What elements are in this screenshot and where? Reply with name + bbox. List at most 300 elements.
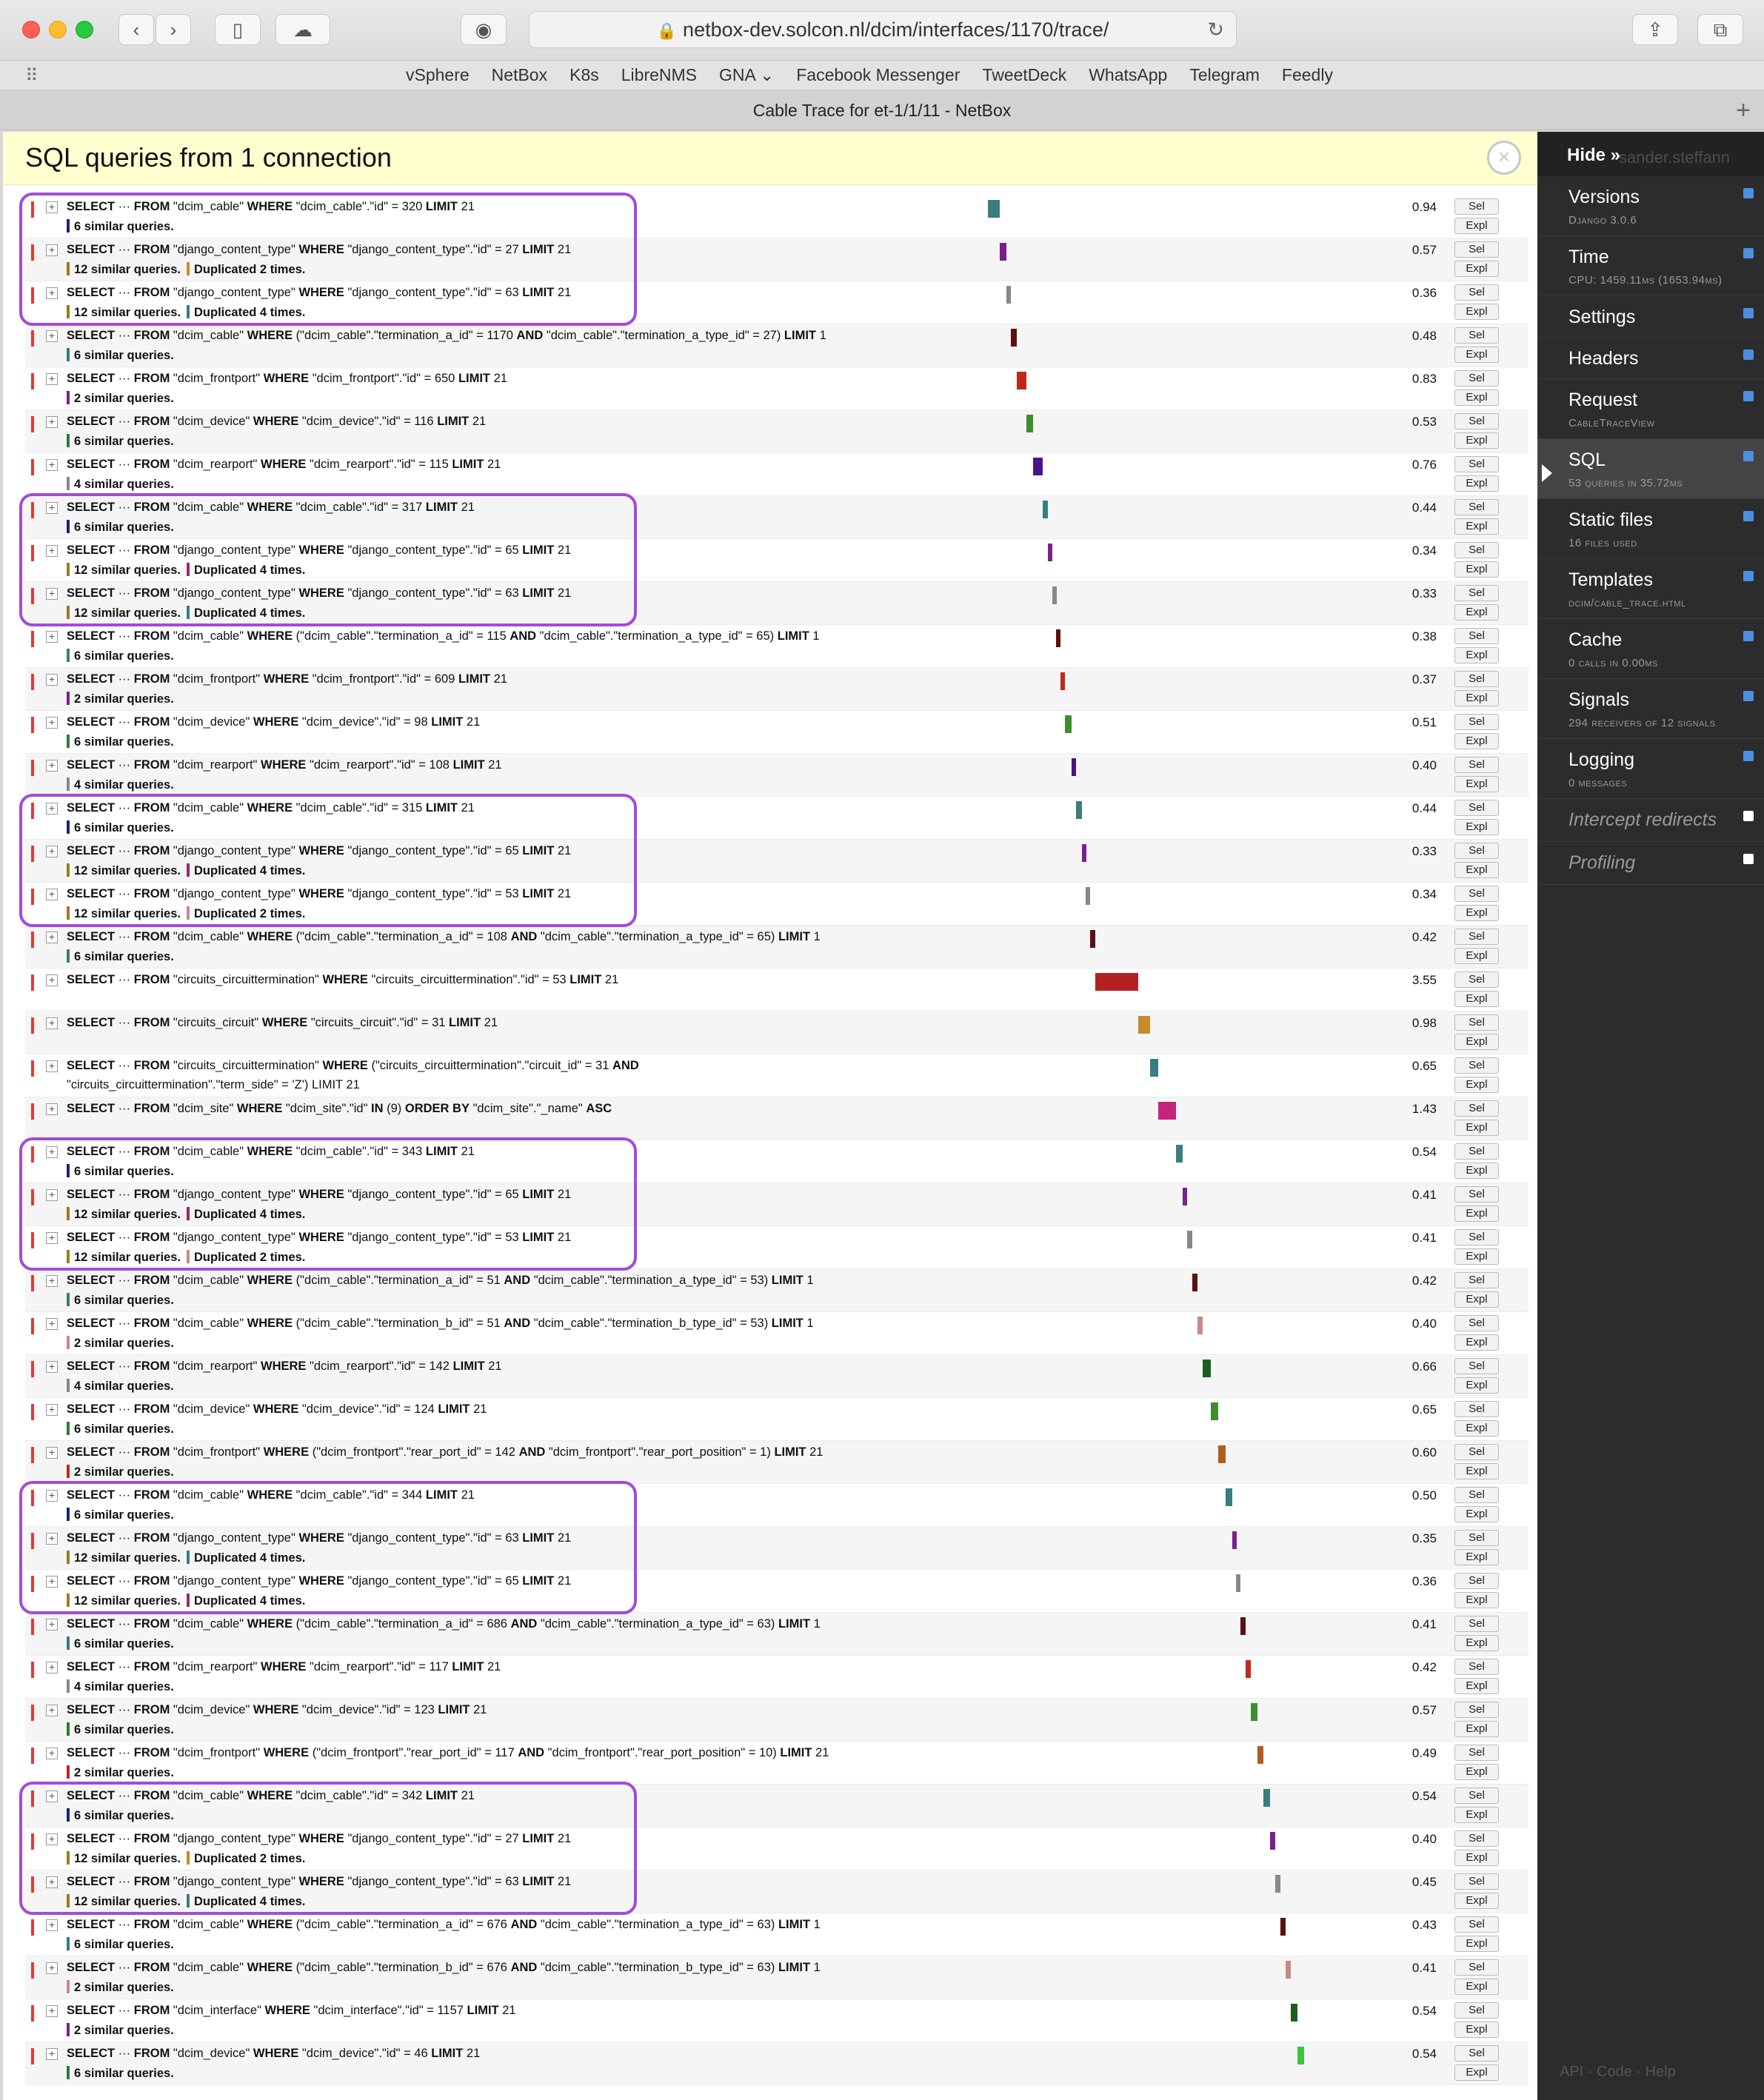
toolbar-footer: API · Code · Help [1560, 2064, 1676, 2080]
sql-query-row [25, 1527, 1529, 1570]
sql-query-row [25, 1785, 1529, 1828]
expand-query-toggle[interactable]: + [46, 1619, 58, 1631]
similar-count: 6 similar queries. [74, 1723, 174, 1736]
similar-count: 12 similar queries. [74, 1895, 181, 1908]
duplicate-count: Duplicated 2 times. [187, 1852, 305, 1865]
query-text: SELECT ··· FROM "django_content_type" WHERE "django_content_type"."id" = 65 LIMIT 21 [67, 1188, 572, 1201]
query-time: 0.34 [1411, 544, 1437, 558]
explain-button[interactable]: Expl [1454, 389, 1499, 406]
expand-query-toggle[interactable]: + [46, 1146, 58, 1158]
similar-color-tag [67, 1164, 70, 1177]
explain-button[interactable]: Expl [1454, 304, 1499, 320]
select-button[interactable]: Sel [1454, 757, 1499, 773]
select-button[interactable]: Sel [1454, 800, 1499, 816]
query-text: SELECT ··· FROM "django_content_type" WHERE "django_content_type"."id" = 65 LIMIT 21 [67, 844, 572, 857]
query-time: 0.50 [1411, 1488, 1437, 1502]
select-button[interactable]: Sel [1454, 714, 1499, 730]
expand-query-toggle[interactable]: + [46, 502, 58, 514]
password-icon[interactable]: ◉ [461, 14, 507, 45]
query-text: SELECT ··· FROM "dcim_cable" WHERE "dcim_cable"."id" = 320 LIMIT 21 [67, 200, 475, 213]
expand-query-toggle[interactable]: + [46, 545, 58, 557]
panel-toggle-checkbox[interactable] [1743, 188, 1754, 198]
explain-button[interactable]: Expl [1454, 991, 1499, 1007]
select-button[interactable]: Sel [1454, 542, 1499, 558]
explain-button[interactable]: Expl [1454, 1420, 1499, 1437]
similar-color-tag [67, 692, 70, 705]
query-text: SELECT ··· FROM "dcim_cable" WHERE ("dcim_cable"."termination_a_id" = 108 AND "dcim_cable"."termination_a_type_id" = 65) LIMIT 1 [67, 930, 821, 943]
forward-button[interactable]: › [156, 14, 191, 45]
query-marker [31, 1790, 34, 1807]
explain-button[interactable]: Expl [1454, 1248, 1499, 1265]
select-button[interactable]: Sel [1454, 1916, 1499, 1933]
select-button[interactable]: Sel [1454, 1659, 1499, 1675]
query-meta [67, 2023, 174, 2038]
panel-title: Versions [1568, 187, 1640, 207]
expand-query-toggle[interactable]: + [46, 1962, 58, 1974]
select-button[interactable]: Sel [1454, 843, 1499, 859]
query-meta [67, 692, 174, 706]
query-text-continued: "circuits_circuittermination"."term_side" = 'Z') LIMIT 21 [67, 1078, 360, 1091]
explain-button[interactable]: Expl [1454, 1334, 1499, 1351]
explain-button[interactable]: Expl [1454, 1291, 1499, 1308]
expand-query-toggle[interactable]: + [46, 1404, 58, 1416]
expand-query-toggle[interactable]: + [46, 2005, 58, 2017]
select-button[interactable]: Sel [1454, 628, 1499, 644]
timeline-bar [1043, 501, 1048, 518]
explain-button[interactable]: Expl [1454, 862, 1499, 878]
duplicate-count: Duplicated 4 times. [187, 1551, 305, 1565]
expand-query-toggle[interactable]: + [46, 1662, 58, 1673]
explain-button[interactable]: Expl [1454, 604, 1499, 621]
select-button[interactable]: Sel [1454, 886, 1499, 902]
toolbar-panel-logging[interactable] [1537, 739, 1764, 799]
similar-count: 6 similar queries. [74, 220, 174, 233]
toolbar-panel-cache[interactable] [1537, 619, 1764, 679]
expand-query-toggle[interactable]: + [46, 1275, 58, 1287]
select-button[interactable]: Sel [1454, 972, 1499, 988]
query-time: 0.49 [1411, 1746, 1437, 1760]
similar-color-tag [67, 348, 70, 361]
expand-query-toggle[interactable]: + [46, 1060, 58, 1072]
query-time: 0.54 [1411, 1789, 1437, 1803]
select-button[interactable]: Sel [1454, 1100, 1499, 1117]
duplicate-color-tag [187, 906, 190, 920]
explain-button[interactable]: Expl [1454, 1463, 1499, 1479]
query-marker [31, 1275, 34, 1291]
timeline-bar [1240, 1617, 1246, 1635]
expand-query-toggle[interactable]: + [46, 760, 58, 772]
sql-query-row [25, 238, 1529, 281]
toolbar-panel-templates[interactable] [1537, 559, 1764, 619]
tab-title[interactable]: Cable Trace for et-1/1/11 - NetBox [752, 101, 1012, 120]
panel-toggle-checkbox[interactable] [1743, 248, 1754, 258]
expand-query-toggle[interactable]: + [46, 674, 58, 686]
panel-toggle-checkbox[interactable] [1743, 391, 1754, 401]
explain-button[interactable]: Expl [1454, 1979, 1499, 1995]
toolbar-panel-sql[interactable] [1537, 439, 1764, 499]
similar-color-tag [67, 778, 70, 791]
select-button[interactable]: Sel [1454, 1057, 1499, 1074]
select-button[interactable]: Sel [1454, 1272, 1499, 1288]
bookmark-item[interactable]: Facebook Messenger [796, 65, 960, 84]
select-button[interactable]: Sel [1454, 413, 1499, 429]
cloud-icon[interactable]: ☁ [275, 14, 330, 45]
bookmark-item[interactable]: LibreNMS [621, 65, 698, 84]
explain-button[interactable]: Expl [1454, 1206, 1499, 1222]
explain-button[interactable]: Expl [1454, 1549, 1499, 1565]
expand-query-toggle[interactable]: + [46, 1705, 58, 1716]
explain-button[interactable]: Expl [1454, 733, 1499, 749]
explain-button[interactable]: Expl [1454, 347, 1499, 363]
timeline-bar [1203, 1360, 1211, 1377]
expand-query-toggle[interactable]: + [46, 1533, 58, 1545]
expand-query-toggle[interactable]: + [46, 1790, 58, 1802]
select-button[interactable]: Sel [1454, 284, 1499, 301]
expand-query-toggle[interactable]: + [46, 1919, 58, 1931]
expand-query-toggle[interactable]: + [46, 631, 58, 643]
duplicate-color-tag [187, 1250, 190, 1263]
select-button[interactable]: Sel [1454, 1530, 1499, 1546]
timeline-bar [1197, 1317, 1203, 1334]
explain-button[interactable]: Expl [1454, 1506, 1499, 1522]
sql-query-row [25, 324, 1529, 367]
query-marker [31, 2048, 34, 2064]
select-button[interactable]: Sel [1454, 456, 1499, 472]
sql-query-row [25, 582, 1529, 625]
select-button[interactable]: Sel [1454, 671, 1499, 687]
similar-color-tag [67, 1722, 70, 1736]
select-button[interactable]: Sel [1454, 327, 1499, 344]
select-button[interactable]: Sel [1454, 1573, 1499, 1589]
expand-query-toggle[interactable]: + [46, 717, 58, 729]
query-text: SELECT ··· FROM "django_content_type" WHERE "django_content_type"."id" = 53 LIMIT 21 [67, 1231, 572, 1244]
hide-toolbar-button[interactable] [1537, 132, 1764, 176]
explain-button[interactable]: Expl [1454, 1764, 1499, 1780]
select-button[interactable]: Sel [1454, 1616, 1499, 1632]
select-button[interactable]: Sel [1454, 241, 1499, 258]
panel-toggle-checkbox[interactable] [1743, 854, 1754, 864]
explain-button[interactable]: Expl [1454, 948, 1499, 964]
expand-query-toggle[interactable]: + [46, 1576, 58, 1588]
toolbar-panel-static-files[interactable] [1537, 499, 1764, 559]
tabs-overview-icon[interactable]: ⧉ [1697, 14, 1743, 45]
select-button[interactable]: Sel [1454, 499, 1499, 515]
panel-toggle-checkbox[interactable] [1743, 691, 1754, 701]
query-time: 0.37 [1411, 672, 1437, 686]
similar-color-tag [67, 1422, 70, 1435]
sql-query-row [25, 668, 1529, 711]
query-marker [31, 1748, 34, 1764]
duplicate-color-tag [187, 1551, 190, 1564]
query-text: SELECT ··· FROM "dcim_rearport" WHERE "dcim_rearport"."id" = 117 LIMIT 21 [67, 1660, 501, 1673]
explain-button[interactable]: Expl [1454, 1377, 1499, 1394]
expand-query-toggle[interactable]: + [46, 803, 58, 815]
duplicate-count: Duplicated 4 times. [187, 1895, 305, 1908]
sidebar-icon[interactable]: ▯ [215, 14, 261, 45]
panel-toggle-checkbox[interactable] [1743, 751, 1754, 761]
bookmark-item[interactable]: NetBox [491, 65, 548, 84]
panel-title: Request [1568, 389, 1638, 410]
bookmarks-bar [0, 61, 1764, 90]
select-button[interactable]: Sel [1454, 1830, 1499, 1847]
select-button[interactable]: Sel [1454, 1444, 1499, 1460]
sql-query-row [25, 496, 1529, 539]
query-text: SELECT ··· FROM "dcim_cable" WHERE ("dcim_cable"."termination_b_id" = 51 AND "dcim_cable"."termination_b_type_id" = 53) LIMIT 1 [67, 1317, 814, 1330]
select-button[interactable]: Sel [1454, 1229, 1499, 1245]
select-button[interactable]: Sel [1454, 198, 1499, 215]
query-marker [31, 1533, 34, 1549]
panel-title: Signals [1568, 689, 1629, 710]
bookmark-item[interactable]: Feedly [1281, 65, 1333, 84]
explain-button[interactable]: Expl [1454, 218, 1499, 234]
expand-query-toggle[interactable]: + [46, 1318, 58, 1330]
explain-button[interactable]: Expl [1454, 1163, 1499, 1179]
query-marker [31, 1404, 34, 1420]
expand-query-toggle[interactable]: + [46, 1103, 58, 1115]
query-text: SELECT ··· FROM "dcim_cable" WHERE "dcim_cable"."id" = 317 LIMIT 21 [67, 501, 475, 514]
explain-button[interactable]: Expl [1454, 1635, 1499, 1651]
query-meta [67, 1293, 174, 1308]
query-marker [31, 1576, 34, 1592]
query-marker [31, 416, 34, 432]
panel-toggle-checkbox[interactable] [1743, 451, 1754, 461]
explain-button[interactable]: Expl [1454, 1893, 1499, 1909]
duplicate-color-tag [187, 606, 190, 619]
bookmark-item[interactable]: K8s [569, 65, 599, 84]
expand-query-toggle[interactable]: + [46, 1833, 58, 1845]
query-time: 0.48 [1411, 329, 1437, 343]
toolbar-panel-versions[interactable] [1537, 176, 1764, 236]
address-bar[interactable] [529, 11, 1237, 48]
query-time: 0.66 [1411, 1360, 1437, 1374]
select-button[interactable]: Sel [1454, 1873, 1499, 1890]
query-time: 0.51 [1411, 715, 1437, 729]
query-time: 0.45 [1411, 1875, 1437, 1889]
explain-button[interactable]: Expl [1454, 776, 1499, 792]
query-meta [67, 1422, 174, 1437]
bookmark-item[interactable]: WhatsApp [1089, 65, 1168, 84]
query-time: 0.34 [1411, 887, 1437, 901]
explain-button[interactable]: Expl [1454, 1592, 1499, 1608]
timeline-bar [1158, 1102, 1176, 1120]
timeline-bar [1086, 887, 1090, 905]
query-meta [67, 1379, 174, 1394]
query-time: 0.41 [1411, 1617, 1437, 1631]
expand-query-toggle[interactable]: + [46, 1361, 58, 1373]
panel-toggle-checkbox[interactable] [1743, 571, 1754, 581]
back-button[interactable]: ‹ [118, 14, 154, 45]
expand-query-toggle[interactable]: + [46, 846, 58, 857]
select-button[interactable]: Sel [1454, 1401, 1499, 1417]
expand-query-toggle[interactable]: + [46, 974, 58, 986]
explain-button[interactable]: Expl [1454, 1936, 1499, 1952]
select-button[interactable]: Sel [1454, 585, 1499, 601]
expand-query-toggle[interactable]: + [46, 1447, 58, 1459]
explain-button[interactable]: Expl [1454, 561, 1499, 578]
select-button[interactable]: Sel [1454, 1745, 1499, 1761]
duplicate-count: Duplicated 4 times. [187, 1594, 305, 1608]
timeline-bar [1138, 1016, 1150, 1034]
select-button[interactable]: Sel [1454, 1143, 1499, 1160]
new-tab-button[interactable]: + [1736, 96, 1751, 124]
sql-query-row [25, 711, 1529, 754]
query-time: 0.60 [1411, 1445, 1437, 1459]
toolbar-panel-signals[interactable] [1537, 679, 1764, 739]
expand-query-toggle[interactable]: + [46, 330, 58, 342]
bookmark-item[interactable]: GNA ⌄ [719, 65, 775, 84]
panel-toggle-checkbox[interactable] [1743, 511, 1754, 521]
query-time: 0.43 [1411, 1918, 1437, 1932]
explain-button[interactable]: Expl [1454, 1077, 1499, 1093]
explain-button[interactable]: Expl [1454, 690, 1499, 706]
explain-button[interactable]: Expl [1454, 1678, 1499, 1694]
select-button[interactable]: Sel [1454, 1186, 1499, 1203]
query-time: 0.54 [1411, 2047, 1437, 2061]
debug-toolbar [1537, 132, 1764, 2100]
explain-button[interactable]: Expl [1454, 261, 1499, 277]
query-text: SELECT ··· FROM "dcim_device" WHERE "dcim_device"."id" = 124 LIMIT 21 [67, 1402, 487, 1416]
sql-query-row [25, 1183, 1529, 1226]
explain-button[interactable]: Expl [1454, 1850, 1499, 1866]
expand-query-toggle[interactable]: + [46, 1876, 58, 1888]
explain-button[interactable]: Expl [1454, 905, 1499, 921]
select-button[interactable]: Sel [1454, 2045, 1499, 2061]
timeline-bar [1236, 1574, 1240, 1592]
query-time: 0.83 [1411, 372, 1437, 386]
expand-query-toggle[interactable]: + [46, 201, 58, 213]
bookmark-item[interactable]: vSphere [406, 65, 470, 84]
query-marker [31, 1146, 34, 1163]
query-text: SELECT ··· FROM "dcim_cable" WHERE "dcim_cable"."id" = 342 LIMIT 21 [67, 1789, 475, 1802]
select-button[interactable]: Sel [1454, 1014, 1499, 1031]
expand-query-toggle[interactable]: + [46, 287, 58, 299]
expand-query-toggle[interactable]: + [46, 889, 58, 900]
sql-query-row [25, 969, 1529, 1011]
similar-color-tag [67, 1336, 70, 1349]
query-text: SELECT ··· FROM "django_content_type" WHERE "django_content_type"."id" = 65 LIMIT 21 [67, 544, 572, 557]
select-button[interactable]: Sel [1454, 2002, 1499, 2019]
select-button[interactable]: Sel [1454, 1959, 1499, 1976]
query-text: SELECT ··· FROM "django_content_type" WHERE "django_content_type"."id" = 53 LIMIT 21 [67, 887, 572, 900]
expand-query-toggle[interactable]: + [46, 373, 58, 385]
share-icon[interactable]: ⇪ [1632, 14, 1678, 45]
explain-button[interactable]: Expl [1454, 2022, 1499, 2038]
timeline-bar [1263, 1789, 1270, 1807]
panel-subtitle: 0 calls in 0.00ms [1568, 657, 1658, 669]
close-panel-button[interactable]: × [1487, 141, 1521, 175]
sql-query-row [25, 1269, 1529, 1312]
similar-count: 6 similar queries. [74, 1508, 174, 1522]
zoom-window-button[interactable] [76, 21, 93, 39]
query-text: SELECT ··· FROM "dcim_frontport" WHERE ("dcim_frontport"."rear_port_id" = 117 AND "dcim_frontport"."rear_port_position" = 10) LIMIT 21 [67, 1746, 829, 1759]
panel-toggle-checkbox[interactable] [1743, 350, 1754, 360]
sql-query-row [25, 367, 1529, 410]
expand-query-toggle[interactable]: + [46, 1748, 58, 1759]
grid-icon[interactable]: ⠿ [25, 66, 39, 86]
similar-color-tag [67, 1250, 70, 1263]
similar-count: 6 similar queries. [74, 649, 174, 663]
query-marker [31, 974, 34, 991]
reload-icon[interactable]: ↻ [1207, 19, 1224, 41]
query-marker [31, 1705, 34, 1721]
select-button[interactable]: Sel [1454, 1358, 1499, 1374]
toolbar-panel-settings[interactable] [1537, 296, 1764, 338]
similar-color-tag [67, 1293, 70, 1306]
similar-color-tag [67, 1894, 70, 1907]
query-time: 3.55 [1411, 973, 1437, 987]
bookmark-item[interactable]: Telegram [1189, 65, 1260, 84]
query-text: SELECT ··· FROM "django_content_type" WHERE "django_content_type"."id" = 65 LIMIT 21 [67, 1574, 572, 1588]
explain-button[interactable]: Expl [1454, 475, 1499, 492]
expand-query-toggle[interactable]: + [46, 459, 58, 471]
duplicate-color-tag [187, 1594, 190, 1607]
bookmark-item[interactable]: TweetDeck [982, 65, 1067, 84]
expand-query-toggle[interactable]: + [46, 1189, 58, 1201]
select-button[interactable]: Sel [1454, 1315, 1499, 1331]
timeline-bar [988, 200, 1000, 218]
explain-button[interactable]: Expl [1454, 432, 1499, 449]
timeline-bar [1052, 586, 1057, 604]
sql-query-row [25, 1140, 1529, 1183]
panel-toggle-checkbox[interactable] [1743, 308, 1754, 318]
expand-query-toggle[interactable]: + [46, 1017, 58, 1029]
similar-color-tag [67, 1465, 70, 1478]
sql-query-row [25, 1956, 1529, 1999]
query-meta [67, 820, 174, 835]
sql-query-row [25, 1913, 1529, 1956]
panel-toggle-checkbox[interactable] [1743, 631, 1754, 641]
sql-query-row [25, 1097, 1529, 1140]
lock-icon: 🔒 [656, 21, 678, 40]
toolbar-panel-intercept-redirects[interactable] [1537, 799, 1764, 842]
query-time: 0.40 [1411, 1317, 1437, 1331]
select-button[interactable]: Sel [1454, 929, 1499, 945]
similar-count: 2 similar queries. [74, 1465, 174, 1479]
expand-query-toggle[interactable]: + [46, 416, 58, 428]
query-text: SELECT ··· FROM "dcim_frontport" WHERE "dcim_frontport"."id" = 650 LIMIT 21 [67, 372, 507, 385]
explain-button[interactable]: Expl [1454, 819, 1499, 835]
toolbar-panel-time[interactable] [1537, 236, 1764, 296]
explain-button[interactable]: Expl [1454, 2064, 1499, 2081]
close-window-button[interactable] [22, 21, 40, 39]
expand-query-toggle[interactable]: + [46, 932, 58, 943]
expand-query-toggle[interactable]: + [46, 244, 58, 256]
toolbar-panel-headers[interactable] [1537, 338, 1764, 379]
explain-button[interactable]: Expl [1454, 1807, 1499, 1823]
select-button[interactable]: Sel [1454, 370, 1499, 387]
select-button[interactable]: Sel [1454, 1487, 1499, 1503]
select-button[interactable]: Sel [1454, 1702, 1499, 1718]
expand-query-toggle[interactable]: + [46, 1232, 58, 1244]
minimize-window-button[interactable] [49, 21, 67, 39]
expand-query-toggle[interactable]: + [46, 588, 58, 600]
explain-button[interactable]: Expl [1454, 647, 1499, 663]
expand-query-toggle[interactable]: + [46, 1490, 58, 1502]
explain-button[interactable]: Expl [1454, 1120, 1499, 1136]
explain-button[interactable]: Expl [1454, 518, 1499, 535]
select-button[interactable]: Sel [1454, 1788, 1499, 1804]
bookmarks-list [406, 65, 1355, 85]
toolbar-panel-request[interactable] [1537, 379, 1764, 439]
panel-toggle-checkbox[interactable] [1743, 811, 1754, 821]
similar-count: 6 similar queries. [74, 521, 174, 534]
timeline-bar [1270, 1832, 1275, 1850]
toolbar-panel-profiling[interactable] [1537, 842, 1764, 885]
explain-button[interactable]: Expl [1454, 1034, 1499, 1050]
explain-button[interactable]: Expl [1454, 1721, 1499, 1737]
expand-query-toggle[interactable]: + [46, 2048, 58, 2060]
query-meta [67, 1808, 174, 1823]
